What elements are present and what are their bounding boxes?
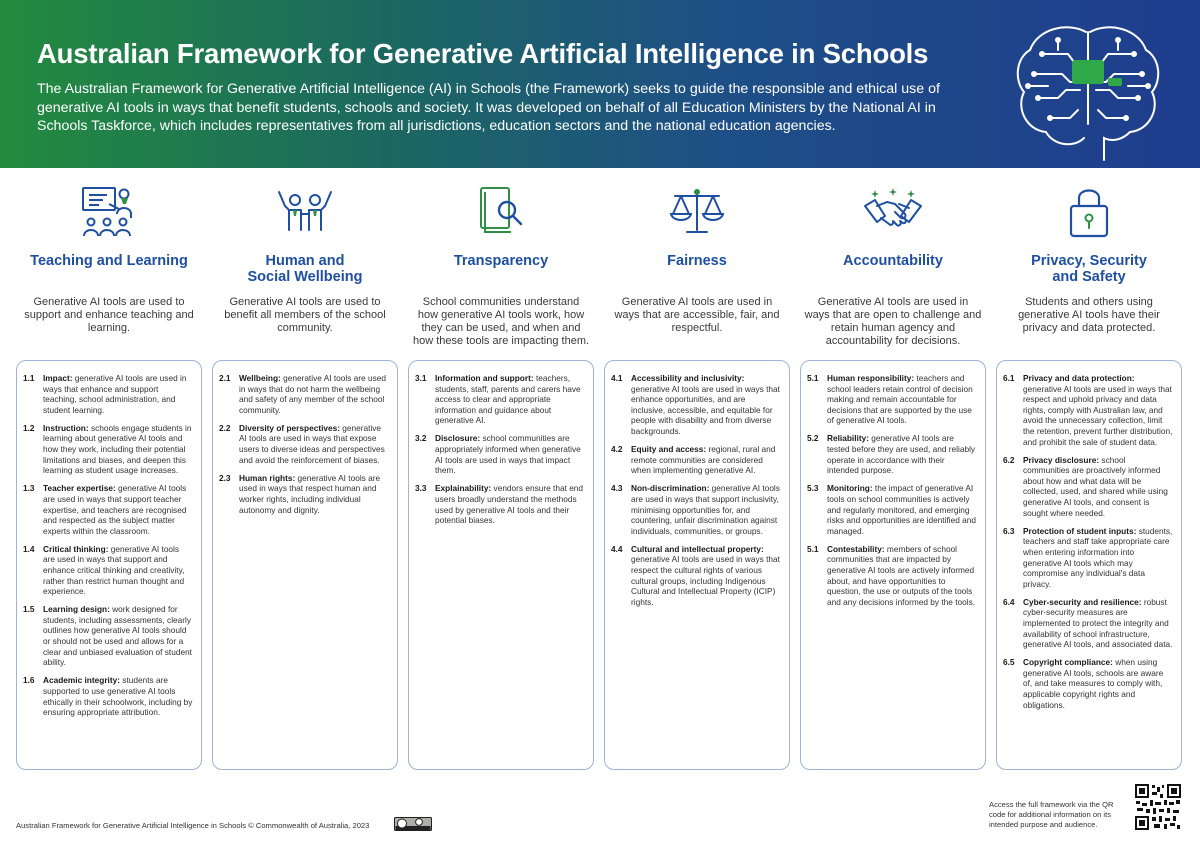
principle-item: 1.2 Instruction: schools engage students in learning about generative AI tools and how they work, including their potential limitations and biases, and deepen this learning as student usage increases. bbox=[23, 422, 192, 476]
pillar-accountability bbox=[800, 180, 986, 360]
principle-item: 2.2 Diversity of perspectives: generative AI tools are used in ways that expose users to diverse ideas and perspectives and avoid the reinforcement of biases. bbox=[219, 422, 385, 465]
principles-box-1 bbox=[16, 360, 202, 770]
principle-item: 1.4 Critical thinking: generative AI tools are used in ways that support and enhance critical thinking and creativity, rather than restrict human thought and experience. bbox=[23, 543, 185, 597]
principle-item: 3.1 Information and support: teachers, students, staff, parents and carers have access to clear and appropriate information and guidance about generative AI. bbox=[415, 373, 581, 426]
pillar-privacy-security-safety bbox=[996, 180, 1182, 360]
principles-box-5 bbox=[800, 360, 986, 770]
principle-item: 5.1 Human responsibility: teachers and school leaders retain control of decision making and remain accountable for decisions that are supported by the use of generative AI tools. bbox=[807, 373, 973, 426]
header-banner bbox=[0, 0, 1200, 168]
pillar-title: Privacy, Security and Safety bbox=[1031, 253, 1147, 285]
pillar-title: Human and Social Wellbeing bbox=[247, 253, 363, 285]
principle-item: 2.3 Human rights: generative AI tools are used in ways that respect human and worker rights, including individual autonomy and dignity. bbox=[219, 472, 381, 515]
principle-item: 5.1 Contestability: members of school communities that are impacted by generative AI tools are actively informed about, and have opportunities to question, the use or outputs of the tools and any decisions informed by the tools. bbox=[807, 543, 976, 607]
intro-text: The Australian Framework for Generative Artificial Intelligence (AI) in Schools (the Framework) seeks to guide the responsible and ethical use of generative AI tools in ways that benefit students, schools and society. It was developed on behalf of all Education Ministers by the National AI in Schools Taskforce, which includes representatives from all jurisdictions, education sectors and the national education agencies. bbox=[37, 81, 940, 134]
page-title: Australian Framework for Generative Artificial Intelligence in Schools bbox=[37, 38, 929, 69]
principle-item: 4.4 Cultural and intellectual property: generative AI tools are used in ways that respect the cultural rights of various cultural groups, including Indigenous Cultural and Intellectual Property (ICIP) rights. bbox=[611, 543, 780, 607]
pillar-description: School communities understand how generative AI tools work, how they can be used, and when and how these tools are impacting them. bbox=[412, 296, 590, 347]
principle-item: 1.1 Impact: generative AI tools are used in ways that enhance and support teaching, school administration, and student learning. bbox=[23, 373, 187, 415]
principle-item: 6.1 Privacy and data protection: generative AI tools are used in ways that respect and uphold privacy and data rights, comply with Australian law, and avoid the unnecessary collection, limit the retention, prevent further distribution, and prohibit the sale of student data. bbox=[1003, 373, 1173, 447]
pillar-description: Generative AI tools are used in ways that are accessible, fair, and respectful. bbox=[614, 296, 780, 334]
scales-icon bbox=[667, 184, 727, 240]
principle-item: 1.3 Teacher expertise: generative AI tools are used in ways that support teacher expertise, and teachers are recognised and respected as the subject matter experts within the classroom. bbox=[23, 483, 187, 536]
principles-box-2 bbox=[212, 360, 398, 770]
principle-item: 6.3 Protection of student inputs: students, teachers and staff take appropriate care when entering information into generative AI tools which may compromise any individual's data privacy. bbox=[1003, 525, 1173, 589]
principle-item: 3.3 Explainability: vendors ensure that end users broadly understand the methods used by generative AI tools and their potential biases. bbox=[415, 483, 584, 526]
access-note: Access the full framework via the QR code for additional information on its intended purpose and audience. bbox=[989, 800, 1114, 829]
principle-item: 4.1 Accessibility and inclusivity: generative AI tools are used in ways that enhance opportunities, and are inclusive, accessible, and equitable for people with disability and from diverse backgrounds. bbox=[611, 373, 780, 436]
principle-item: 5.2 Reliability: generative AI tools are tested before they are used, and reliably operate in accordance with their intended purpose. bbox=[807, 433, 976, 476]
pillar-transparency bbox=[408, 180, 594, 360]
document-search-icon bbox=[471, 184, 531, 240]
pillar-human-social-wellbeing bbox=[212, 180, 398, 360]
principles-box-3 bbox=[408, 360, 594, 770]
principle-item: 6.5 Copyright compliance: when using generative AI tools, schools are aware of, and take measures to comply with, applicable copyright rights and obligations. bbox=[1003, 657, 1164, 710]
pillars-row bbox=[16, 180, 1186, 360]
principle-item: 1.6 Academic integrity: students are supported to use generative AI tools ethically in their schoolwork, including by ensuring appropriate attribution. bbox=[23, 675, 193, 718]
principle-item: 5.3 Monitoring: the impact of generative AI tools on school communities is actively and regularly monitored, and emerging risks and opportunities are identified and managed. bbox=[807, 483, 976, 536]
pillar-teaching-and-learning bbox=[16, 180, 202, 360]
cc-by-icon bbox=[394, 817, 432, 831]
copyright-text: Australian Framework for Generative Artificial Intelligence in Schools © Commonwealth of Australia, 2023 bbox=[16, 821, 370, 830]
principles-box-4 bbox=[604, 360, 790, 770]
pillar-fairness bbox=[604, 180, 790, 360]
padlock-icon bbox=[1059, 184, 1119, 240]
pillar-description: Generative AI tools are used to support and enhance teaching and learning. bbox=[24, 296, 194, 334]
principle-item: 6.2 Privacy disclosure: school communities are proactively informed about how and what data will be collected, used, and shared while using generative AI tools, and consent is sought where needed. bbox=[1003, 454, 1168, 518]
principle-item: 4.3 Non-discrimination: generative AI tools are used in ways that support inclusivity, minimising opportunities for, and countering, unfair discrimination against individuals, communities, or groups. bbox=[611, 483, 780, 536]
pillar-description: Generative AI tools are used to benefit all members of the school community. bbox=[224, 296, 386, 334]
principle-item: 2.1 Wellbeing: generative AI tools are used in ways that do not harm the wellbeing and safety of any member of the school community. bbox=[219, 373, 386, 415]
principle-item: 1.5 Learning design: work designed for students, including assessments, clearly outlines how generative AI tools should or should not be used and allows for a clear and unbiased evaluation of student ability. bbox=[23, 604, 192, 668]
qr-code-icon[interactable] bbox=[1134, 783, 1182, 831]
principle-item: 3.2 Disclosure: school communities are appropriately informed when generative AI tools are used in ways that impact them. bbox=[415, 433, 581, 476]
pillar-title: Fairness bbox=[667, 253, 727, 269]
principles-box-6 bbox=[996, 360, 1182, 770]
pillar-title: Transparency bbox=[453, 253, 549, 269]
teacher-icon bbox=[79, 184, 139, 240]
principle-item: 4.2 Equity and access: regional, rural and remote communities are considered when implementing generative AI. bbox=[611, 444, 776, 476]
circuit-brain-icon bbox=[1008, 14, 1168, 164]
principle-item: 6.4 Cyber-security and resilience: robust cyber-security measures are implemented to protect the integrity and availability of school infrastructure, generative AI tools, and associated data. bbox=[1003, 596, 1173, 650]
pillar-title: Accountability bbox=[843, 253, 943, 269]
pillar-description: Students and others using generative AI tools have their privacy and data protected. bbox=[1018, 296, 1160, 334]
pillar-description: Generative AI tools are used in ways that are open to challenge and retain human agency and accountability for decisions. bbox=[804, 296, 982, 347]
handshake-icon bbox=[863, 184, 923, 240]
people-icon bbox=[275, 184, 335, 240]
pillar-title: Teaching and Learning bbox=[30, 253, 188, 269]
